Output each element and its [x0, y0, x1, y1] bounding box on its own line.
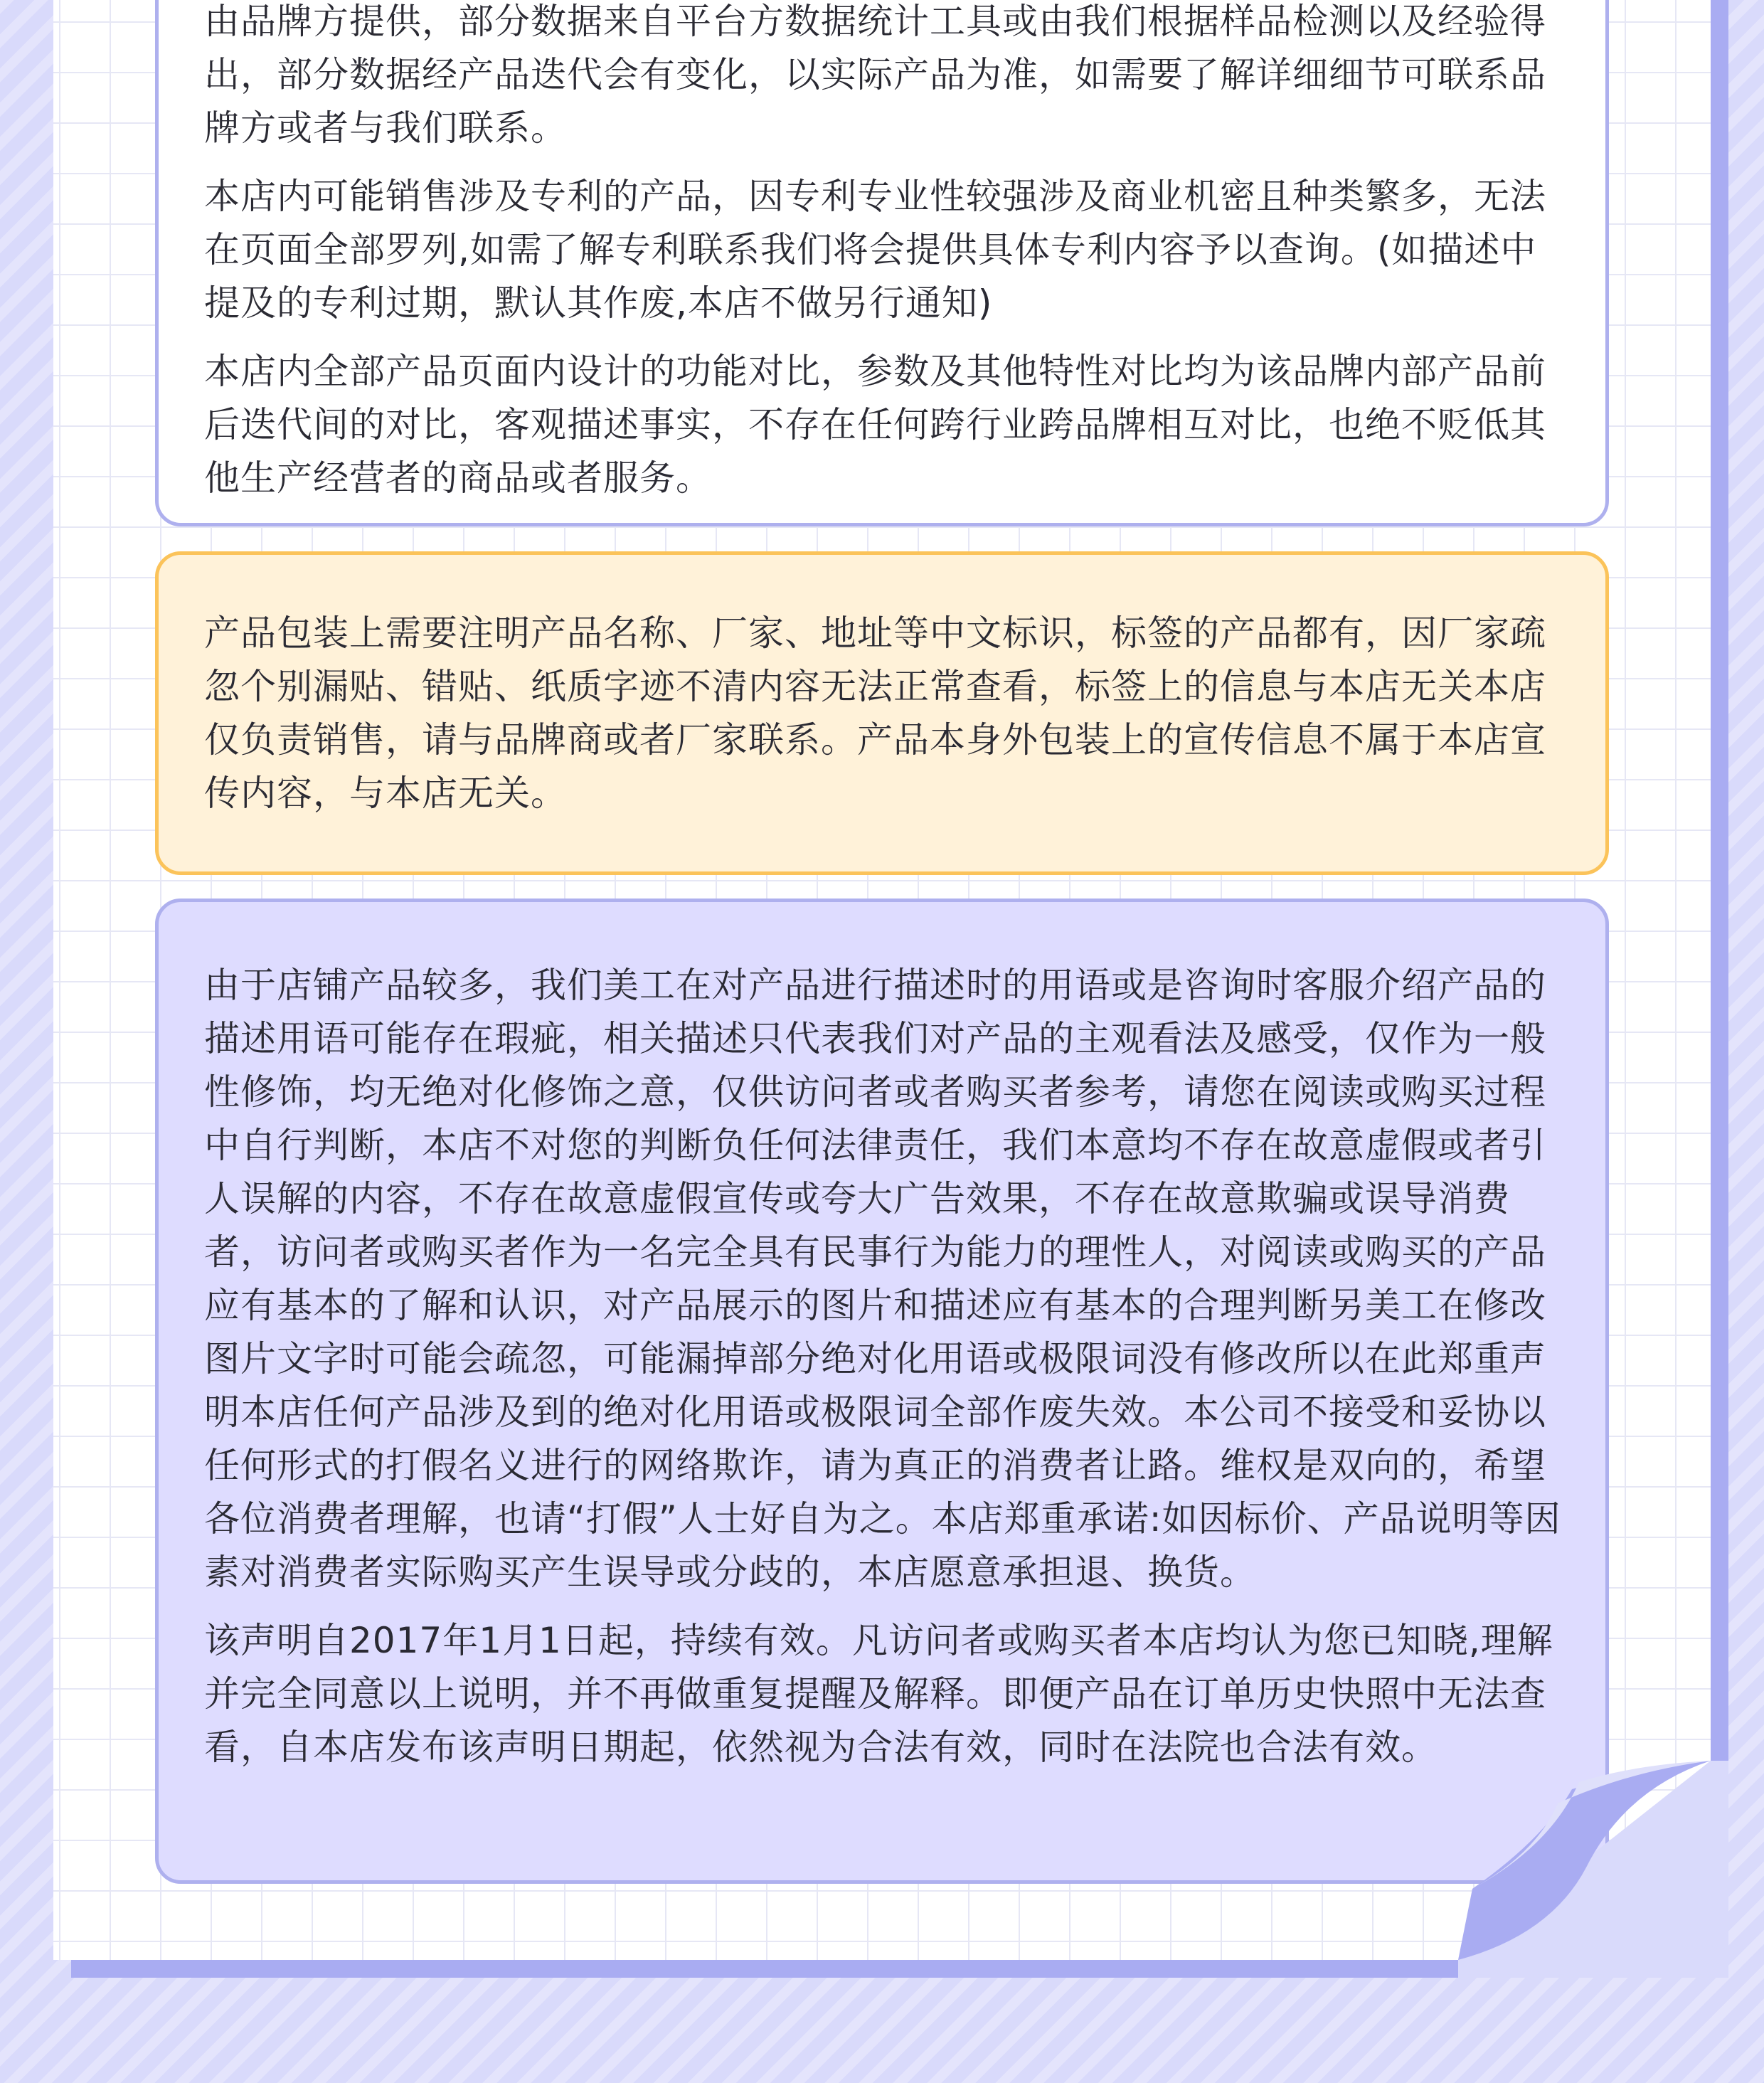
paragraph-wording-disclaimer: 由于店铺产品较多，我们美工在对产品进行描述时的用语或是咨询时客服介绍产品的描述用语可能存在瑕疵，相关描述只代表我们对产品的主观看法及感受，仅作为一般性修饰，均无绝对化修饰之意，仅供访问者或者购买者参考，请您在阅读或购买过程中自行判断，本店不对您的判断负任何法律责任，我们本意均不存在故意虚假或者引人误解的内容，不存在故意虚假宣传或夸大广告效果，不存在故意欺骗或误导消费者，访问者或购买者作为一名完全具有民事行为能力的理性人，对阅读或购买的产品应有基本的了解和认识，对产品展示的图片和描述应有基本的合理判断另美工在修改图片文字时可能会疏忽，可能漏掉部分绝对化用语或极限词没有修改所以在此郑重声明本店任何产品涉及到的绝对化用语或极限词全部作废失效。本公司不接受和妥协以任何形式的打假名义进行的网络欺诈，请为真正的消费者让路。维权是双向的，希望各位消费者理解，也请“打假”人士好自为之。本店郑重承诺:如因标价、产品说明等因素对消费者实际购买产生误导或分歧的，本店愿意承担退、换货。 [204, 965, 1561, 1593]
paragraph-data-source: 由品牌方提供，部分数据来自平台方数据统计工具或由我们根据样品检测以及经验得出，部分数据经产品迭代会有变化，以实际产品为准，如需要了解详细细节可联系品牌方或者与我们联系。 [204, 1, 1546, 149]
paragraph-patent-notice: 本店内可能销售涉及专利的产品，因专利专业性较强涉及商业机密且种类繁多，无法在页面全部罗列,如需了解专利联系我们将会提供具体专利内容予以查询。(如描述中提及的专利过期，默认其作废,本店不做另行通知) [204, 176, 1546, 324]
disclaimer-card-packaging [155, 551, 1609, 875]
disclaimer-card-data-patent-comparison [155, 0, 1609, 526]
paragraph-comparison-notice: 本店内全部产品页面内设计的功能对比，参数及其他特性对比均为该品牌内部产品前后迭代间的对比，客观描述事实，不存在任何跨行业跨品牌相互对比，也绝不贬低其他生产经营者的商品或者服务。 [204, 351, 1546, 499]
disclaimer-card-wording-statement [155, 899, 1609, 1884]
paragraph-validity-statement: 该声明自2017年1月1日起，持续有效。凡访问者或购买者本店均认为您已知晓,理解并完全同意以上说明，并不再做重复提醒及解释。即便产品在订单历史快照中无法查看，自本店发布该声明日期起，依然视为合法有效，同时在法院也合法有效。 [204, 1620, 1553, 1768]
paragraph-packaging-notice: 产品包装上需要注明产品名称、厂家、地址等中文标识，标签的产品都有，因厂家疏忽个别漏贴、错贴、纸质字迹不清内容无法正常查看，标签上的信息与本店无关本店仅负责销售，请与品牌商或者厂家联系。产品本身外包装上的宣传信息不属于本店宣传内容，与本店无关。 [204, 613, 1546, 814]
page-curl-corner-icon [1458, 1761, 1728, 1978]
